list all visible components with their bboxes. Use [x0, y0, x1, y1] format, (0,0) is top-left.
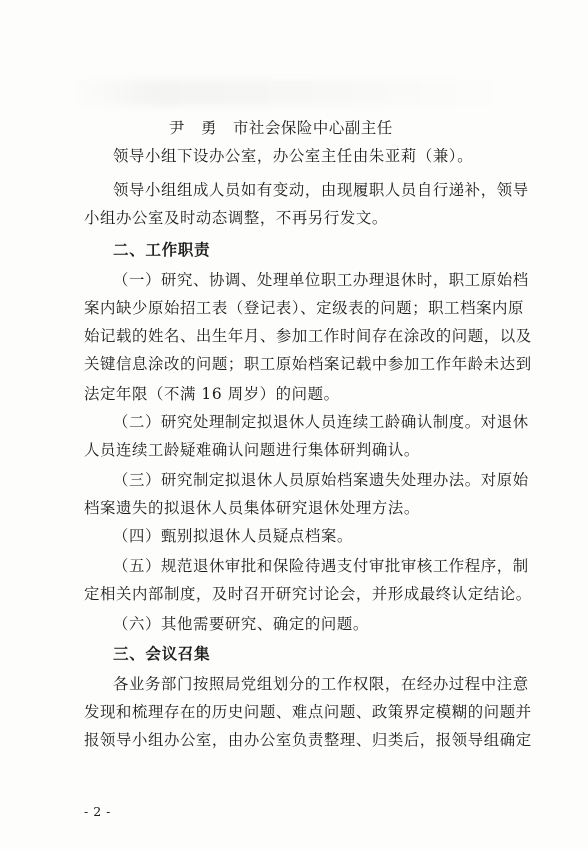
- paragraph-line: 档案遗失的拟退休人员集体研究退休处理方法。: [84, 499, 420, 517]
- section-heading: 三、会议召集: [113, 645, 211, 663]
- paragraph-line: （一）研究、协调、处理单位职工办理退休时，职工原始档: [113, 271, 529, 289]
- paragraph-line: 领导小组组成人员如有变动，由现履职人员自行递补，领导: [113, 181, 529, 199]
- section-heading: 二、工作职责: [113, 241, 211, 259]
- paragraph-line: （三）研究制定拟退休人员原始档案遗失处理办法。对原始: [113, 471, 529, 489]
- member-line: 尹 勇 市社会保险中心副主任: [169, 119, 393, 137]
- paragraph-line: （五）规范退休审批和保险待遇支付审批审核工作程序，制: [113, 557, 529, 575]
- paragraph-line: 报领导小组办公室，由办公室负责整理、归类后，报领导组确定: [84, 731, 532, 749]
- scan-smudge: [70, 80, 510, 106]
- page-number: - 2 -: [84, 804, 111, 819]
- paragraph-line: 领导小组下设办公室，办公室主任由朱亚莉（兼）。: [113, 147, 474, 165]
- paragraph-line: （二）研究处理制定拟退休人员连续工龄确认制度。对退休: [113, 413, 529, 431]
- paragraph-line: 案内缺少原始招工表（登记表）、定级表的问题；职工档案内原: [84, 299, 525, 317]
- paragraph-line: 发现和梳理存在的历史问题、难点问题、政策界定模糊的问题并: [84, 703, 532, 721]
- paragraph-line: 小组办公室及时动态调整，不再另行发文。: [84, 209, 388, 227]
- paragraph-line: 各业务部门按照局党组划分的工作权限，在经办过程中注意: [113, 675, 529, 693]
- paragraph-line: 关键信息涂改的问题；职工原始档案记载中参加工作年龄未达到: [84, 355, 532, 373]
- paragraph-line: （四）甄别拟退休人员疑点档案。: [113, 527, 353, 545]
- paragraph-line: 始记载的姓名、出生年月、参加工作时间存在涂改的问题，以及: [84, 327, 532, 345]
- paragraph-line: 法定年限（不满 16 周岁）的问题。: [84, 385, 340, 403]
- paragraph-line: 定相关内部制度，及时召开研究讨论会，并形成最终认定结论。: [84, 585, 532, 603]
- paragraph-line: （六）其他需要研究、确定的问题。: [113, 615, 369, 633]
- paragraph-line: 人员连续工龄疑难确认问题进行集体研判确认。: [84, 441, 420, 459]
